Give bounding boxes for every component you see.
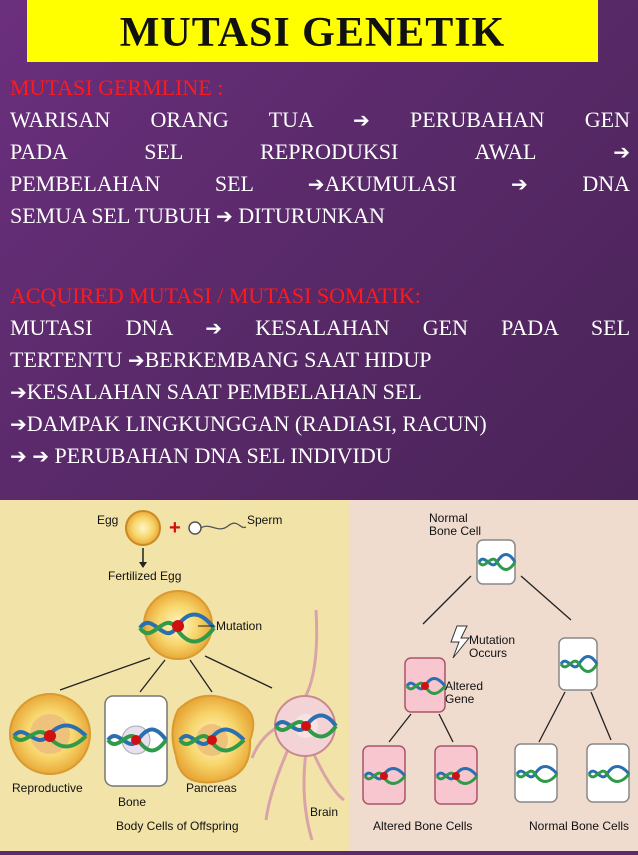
reproductive-label: Reproductive (12, 781, 83, 795)
germline-heading: MUTASI GERMLINE : (10, 75, 224, 100)
slide-title: MUTASI GENETIK (27, 0, 598, 62)
arrow-right-icon: ➔ (613, 140, 631, 164)
mutation-occurs-label: Mutation Occurs (469, 633, 516, 660)
egg-shape (126, 511, 160, 545)
arrow-right-icon: ➔ (511, 172, 528, 196)
pancreas-label: Pancreas (186, 781, 237, 795)
brain-label: Brain (310, 805, 339, 819)
arrow-right-icon: ➔ (10, 412, 27, 436)
somatic-heading: ACQUIRED MUTASI / MUTASI SOMATIK: (10, 283, 421, 308)
normal-bone-cells-caption: Normal Bone Cells (529, 819, 630, 833)
arrow-right-icon: ➔ (10, 380, 27, 404)
altered-bone-cells-caption: Altered Bone Cells (373, 819, 473, 833)
arrow-right-icon: ➔ (307, 172, 325, 196)
bone-label: Bone (118, 795, 147, 809)
somatic-line-4: ➔DAMPAK LINGKUNGGAN (RADIASI, RACUN) (10, 411, 487, 436)
sperm-shape (189, 522, 201, 534)
somatic-diagram (349, 500, 638, 851)
arrow-right-icon: ➔ (127, 348, 145, 372)
normal-bone-cell-label: Normal Bone Cell (429, 511, 482, 538)
somatic-illustration (349, 500, 638, 851)
altered-gene-label: Altered Gene (445, 679, 484, 706)
somatic-line-3: ➔KESALAHAN SAAT PEMBELAHAN SEL (10, 379, 422, 404)
fertilized-egg-label: Fertilized Egg (108, 569, 182, 583)
germline-section (10, 72, 630, 232)
germline-diagram (0, 500, 349, 851)
somatic-line-2: TERTENTU ➔BERKEMBANG SAAT HIDUP (10, 347, 432, 372)
svg-text:+: + (169, 517, 181, 539)
germline-line-4: SEMUA SEL TUBUH ➔ DITURUNKAN (10, 203, 385, 228)
sperm-label: Sperm (247, 513, 283, 527)
germline-line-1: WARISAN ORANG TUA ➔ PERUBAHAN GEN (10, 107, 630, 132)
arrow-right-icon: ➔ (215, 204, 233, 228)
arrow-right-icon: ➔ (10, 444, 27, 468)
mutation-label: Mutation (216, 619, 263, 633)
somatic-line-1: MUTASI DNA ➔ KESALAHAN GEN PADA SEL (10, 315, 631, 340)
germline-illustration (0, 500, 349, 851)
arrow-right-icon: ➔ (32, 444, 50, 468)
arrow-right-icon: ➔ (205, 316, 223, 340)
egg-label: Egg (97, 513, 119, 527)
somatic-line-5: ➔ ➔ PERUBAHAN DNA SEL INDIVIDU (10, 443, 392, 468)
arrow-right-icon: ➔ (352, 108, 370, 132)
somatic-section (10, 280, 630, 472)
offspring-caption: Body Cells of Offspring (116, 819, 239, 833)
germline-line-2: PADA SEL REPRODUKSI AWAL ➔ (10, 139, 631, 164)
germline-line-3: PEMBELAHAN SEL ➔AKUMULASI ➔ DNA (10, 171, 631, 196)
